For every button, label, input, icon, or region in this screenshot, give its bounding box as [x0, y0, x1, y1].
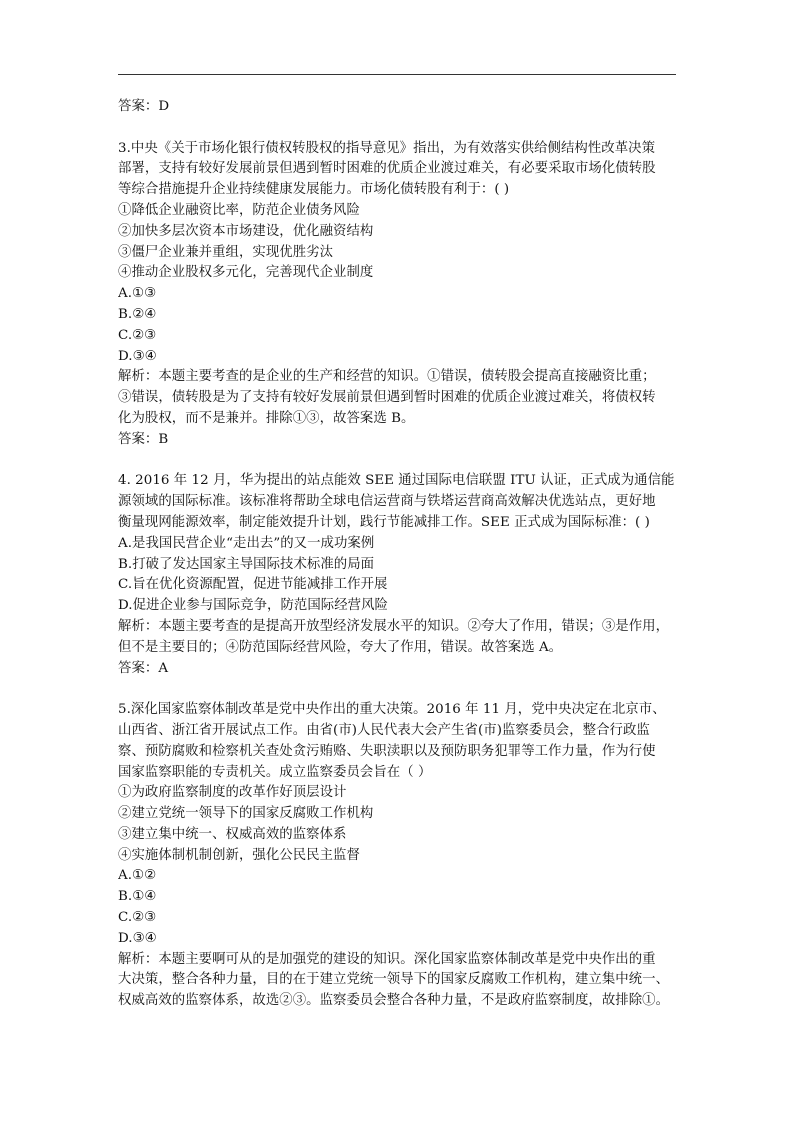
statement-item: ③僵尸企业兼并重组，实现优胜劣汰 — [118, 244, 334, 260]
answer-option: B.打破了发达国家主导国际技术标准的局面 — [118, 556, 375, 572]
answer-option: A.①③ — [118, 286, 157, 302]
answer-option: A.①② — [118, 868, 157, 884]
analysis-line: 解析：本题主要考查的是企业的生产和经营的知识。①错误，债转股会提高直接融资比重； — [118, 369, 656, 385]
question-stem-line: 部署，支持有较好发展前景但遇到暂时困难的优质企业渡过难关，有必要采取市场化债转股 — [118, 161, 656, 177]
answer-option: D.③④ — [118, 930, 157, 946]
answer-option: B.②④ — [118, 306, 157, 322]
answer-option: B.①④ — [118, 889, 157, 905]
statement-item: ④推动企业股权多元化，完善现代企业制度 — [118, 265, 374, 281]
question-4 — [118, 471, 676, 679]
question-stem-line: 衡量现网能源效率，制定能效提升计划，践行节能减排工作。SEE 正式成为国际标准：( ) — [118, 514, 650, 530]
answer-option: D.③④ — [118, 348, 157, 364]
statement-item: ②加快多层次资本市场建设，优化融资结构 — [118, 223, 374, 239]
question-stem-line: 山西省、浙江省开展试点工作。由省(市)人民代表大会产生省(市)监察委员会，整合行政监 — [118, 722, 650, 738]
answer-line: 答案：A — [118, 660, 169, 676]
analysis-line: 权威高效的监察体系，故选②③。监察委员会整合各种力量，不是政府监察制度，故排除①。 — [118, 993, 670, 1009]
question-stem-line: 国家监察职能的专责机关。成立监察委员会旨在（ ） — [118, 764, 432, 780]
question-stem-line: 源领域的国际标准。该标准将帮助全球电信运营商与铁塔运营商高效解决优选站点，更好地 — [118, 494, 656, 510]
statement-item: ④实施体制机制创新，强化公民民主监督 — [118, 847, 360, 863]
question-stem-line: 察、预防腐败和检察机关查处贪污贿赂、失职渎职以及预防职务犯罪等工作力量，作为行使 — [118, 743, 656, 759]
spacer — [118, 451, 676, 472]
analysis-line: ③错误，债转股是为了支持有较好发展前景但遇到暂时困难的优质企业渡过难关，将债权转 — [118, 390, 656, 406]
document-body — [118, 97, 676, 1012]
question-stem-line: 等综合措施提升企业持续健康发展能力。市场化债转股有利于：( ) — [118, 182, 510, 198]
analysis-line: 但不是主要目的；④防范国际经营风险，夸大了作用，错误。故答案选 A。 — [118, 639, 563, 655]
statement-item: ②建立党统一领导下的国家反腐败工作机构 — [118, 806, 374, 822]
question-5 — [118, 700, 676, 1012]
answer-option: D.促进企业参与国际竞争，防范国际经营风险 — [118, 598, 388, 614]
question-3 — [118, 139, 676, 451]
spacer — [118, 118, 676, 139]
question-stem-line: 3.中央《关于市场化银行债权转股权的指导意见》指出，为有效落实供给侧结构性改革决策 — [118, 140, 656, 156]
analysis-line: 解析：本题主要考查的是提高开放型经济发展水平的知识。②夸大了作用，错误；③是作用， — [118, 618, 670, 634]
statement-item: ①降低企业融资比率，防范企业债务风险 — [118, 202, 360, 218]
analysis-line: 大决策，整合各种力量，目的在于建立党统一领导下的国家反腐败工作机构，建立集中统一、 — [118, 972, 670, 988]
previous-answer: 答案：D — [118, 99, 170, 114]
answer-line: 答案：B — [118, 431, 169, 447]
answer-option: C.②③ — [118, 910, 157, 926]
question-stem-line: 5.深化国家监察体制改革是党中央作出的重大决策。2016 年 11 月，党中央决定在北京市、 — [118, 702, 666, 718]
answer-option: C.②③ — [118, 327, 157, 343]
analysis-line: 解析：本题主要啊可从的是加强党的建设的知识。深化国家监察体制改革是党中央作出的重 — [118, 951, 656, 967]
answer-option: A.是我国民营企业“走出去”的又一成功案例 — [118, 535, 375, 551]
statement-item: ①为政府监察制度的改革作好顶层设计 — [118, 785, 347, 801]
spacer — [118, 679, 676, 700]
analysis-line: 化为股权，而不是兼并。排除①③，故答案选 B。 — [118, 410, 415, 426]
header-rule — [118, 74, 676, 75]
answer-option: C.旨在优化资源配置，促进节能减排工作开展 — [118, 577, 388, 593]
statement-item: ③建立集中统一、权威高效的监察体系 — [118, 826, 347, 842]
question-stem-line: 4. 2016 年 12 月，华为提出的站点能效 SEE 通过国际电信联盟 ITU 认证，正式成为通信能 — [118, 473, 675, 489]
